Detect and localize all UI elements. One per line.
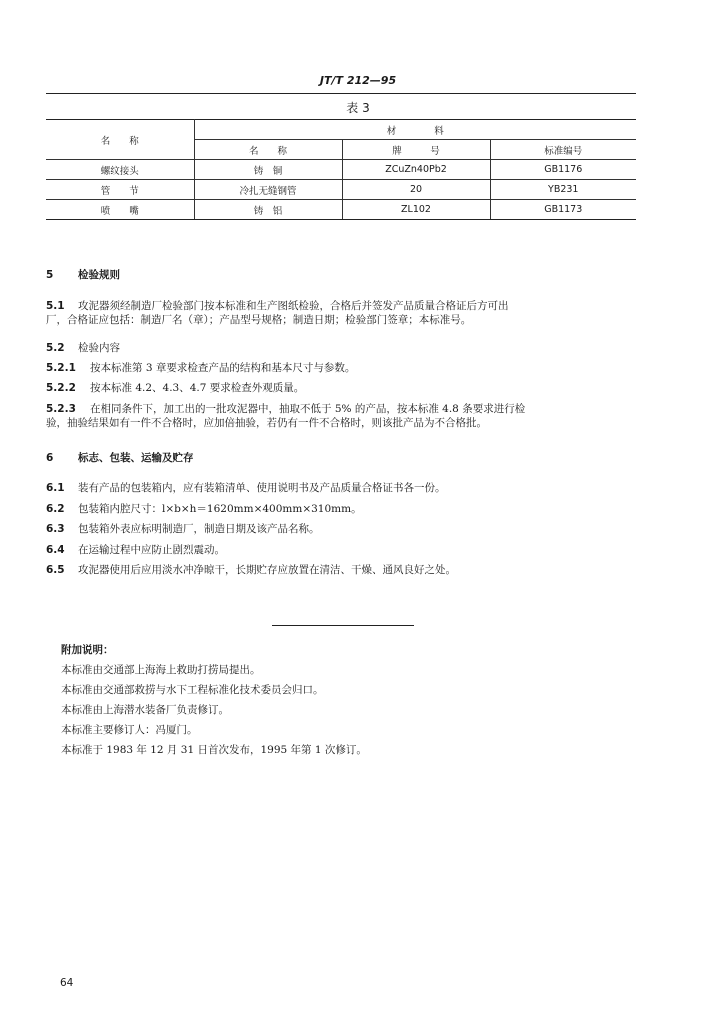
para-text: 按本标准第 3 章要求检查产品的结构和基本尺寸与参数。: [90, 362, 356, 374]
cell-grade: ZCuZn40Pb2: [342, 160, 490, 180]
page-number: 64: [60, 977, 74, 989]
para-5-2-2: [46, 381, 638, 395]
para-6-1: [46, 481, 638, 495]
section-5-title: 检验规则: [78, 269, 120, 281]
table-row: [46, 160, 636, 180]
para-text: 按本标准 4.2、4.3、4.7 要求检查外观质量。: [90, 382, 305, 394]
note-line: 本标准于 1983 年 12 月 31 日首次发布，1995 年第 1 次修订。: [61, 744, 367, 756]
table-row: [46, 200, 636, 220]
note-line: 本标准由交通部救捞与水下工程标准化技术委员会归口。: [61, 684, 324, 696]
para-6-2: [46, 502, 638, 516]
para-number: 6.2: [46, 503, 65, 515]
para-6-3: [46, 522, 638, 536]
para-text: 攻泥器须经制造厂检验部门按本标准和生产图纸检验，合格后并签发产品质量合格证后方可出: [78, 300, 509, 312]
material-table: [46, 119, 636, 220]
header-material: 材 料: [194, 120, 636, 140]
cell-material: 铸 铜: [194, 160, 342, 180]
cell-name: 喷 嘴: [46, 200, 194, 220]
para-number: 6.4: [46, 544, 65, 556]
cell-standard: YB231: [490, 180, 636, 200]
para-number: 6.1: [46, 482, 65, 494]
para-6-4: [46, 543, 638, 557]
subheader-grade: 牌 号: [342, 140, 490, 160]
note-line: 本标准由交通部上海海上救助打捞局提出。: [61, 664, 261, 676]
notes-title: 附加说明：: [61, 644, 114, 656]
para-number: 5.1: [46, 300, 65, 312]
table-title: 表 3: [346, 101, 370, 115]
cell-name: 螺纹接头: [46, 160, 194, 180]
para-6-5: [46, 563, 638, 577]
subheader-standard: 标准编号: [490, 140, 636, 160]
para-text: 在相同条件下，加工出的一批攻泥器中，抽取不低于 5% 的产品，按本标准 4.8 条要求进行检: [90, 403, 526, 415]
para-number: 5.2.3: [46, 403, 76, 415]
additional-notes: [61, 640, 367, 760]
para-text: 包装箱外表应标明制造厂，制造日期及该产品名称。: [78, 523, 320, 535]
cell-grade: ZL102: [342, 200, 490, 220]
para-text: 在运输过程中应防止剧烈震动。: [78, 544, 225, 556]
cell-standard: GB1176: [490, 160, 636, 180]
para-text: 检验内容: [78, 342, 120, 354]
para-number: 6.5: [46, 564, 65, 576]
section-6-heading: 6 标志、包装、运输及贮存: [46, 452, 194, 464]
para-5-2-3: [46, 402, 638, 430]
para-text: 包装箱内腔尺寸：l×b×h＝1620mm×400mm×310mm。: [78, 503, 362, 515]
note-line: 本标准由上海潜水装备厂负责修订。: [61, 704, 229, 716]
cell-name: 管 节: [46, 180, 194, 200]
para-text-cont: 验，抽验结果如有一件不合格时，应加倍抽验，若仍有一件不合格时，则该批产品为不合格批。: [46, 417, 487, 429]
cell-material: 冷扎无缝钢管: [194, 180, 342, 200]
para-5-2-1: [46, 361, 638, 375]
header-name: 名 称: [46, 120, 194, 160]
note-line: 本标准主要修订人：冯厦门。: [61, 724, 198, 736]
section-5-heading: 5 检验规则: [46, 269, 120, 281]
para-5-2: [46, 341, 638, 355]
para-text: 攻泥器使用后应用淡水冲净晾干，长期贮存应放置在清洁、干燥、通风良好之处。: [78, 564, 456, 576]
standard-code: JT/T 212—95: [319, 74, 397, 87]
table-row: [46, 180, 636, 200]
para-number: 6.3: [46, 523, 65, 535]
section-6-title: 标志、包装、运输及贮存: [78, 452, 194, 464]
para-text: 装有产品的包装箱内，应有装箱清单、使用说明书及产品质量合格证书各一份。: [78, 482, 446, 494]
subheader-name: 名 称: [194, 140, 342, 160]
para-text-cont: 厂，合格证应包括：制造厂名（章）；产品型号规格；制造日期；检验部门签章；本标准号。: [46, 314, 472, 326]
section-divider: [272, 625, 414, 626]
cell-standard: GB1173: [490, 200, 636, 220]
table-header-row: [46, 120, 636, 140]
para-5-1: [46, 299, 638, 327]
para-number: 5.2.2: [46, 382, 76, 394]
cell-grade: 20: [342, 180, 490, 200]
para-number: 5.2: [46, 342, 65, 354]
para-number: 5.2.1: [46, 362, 76, 374]
header-rule: [46, 93, 636, 94]
cell-material: 铸 铝: [194, 200, 342, 220]
